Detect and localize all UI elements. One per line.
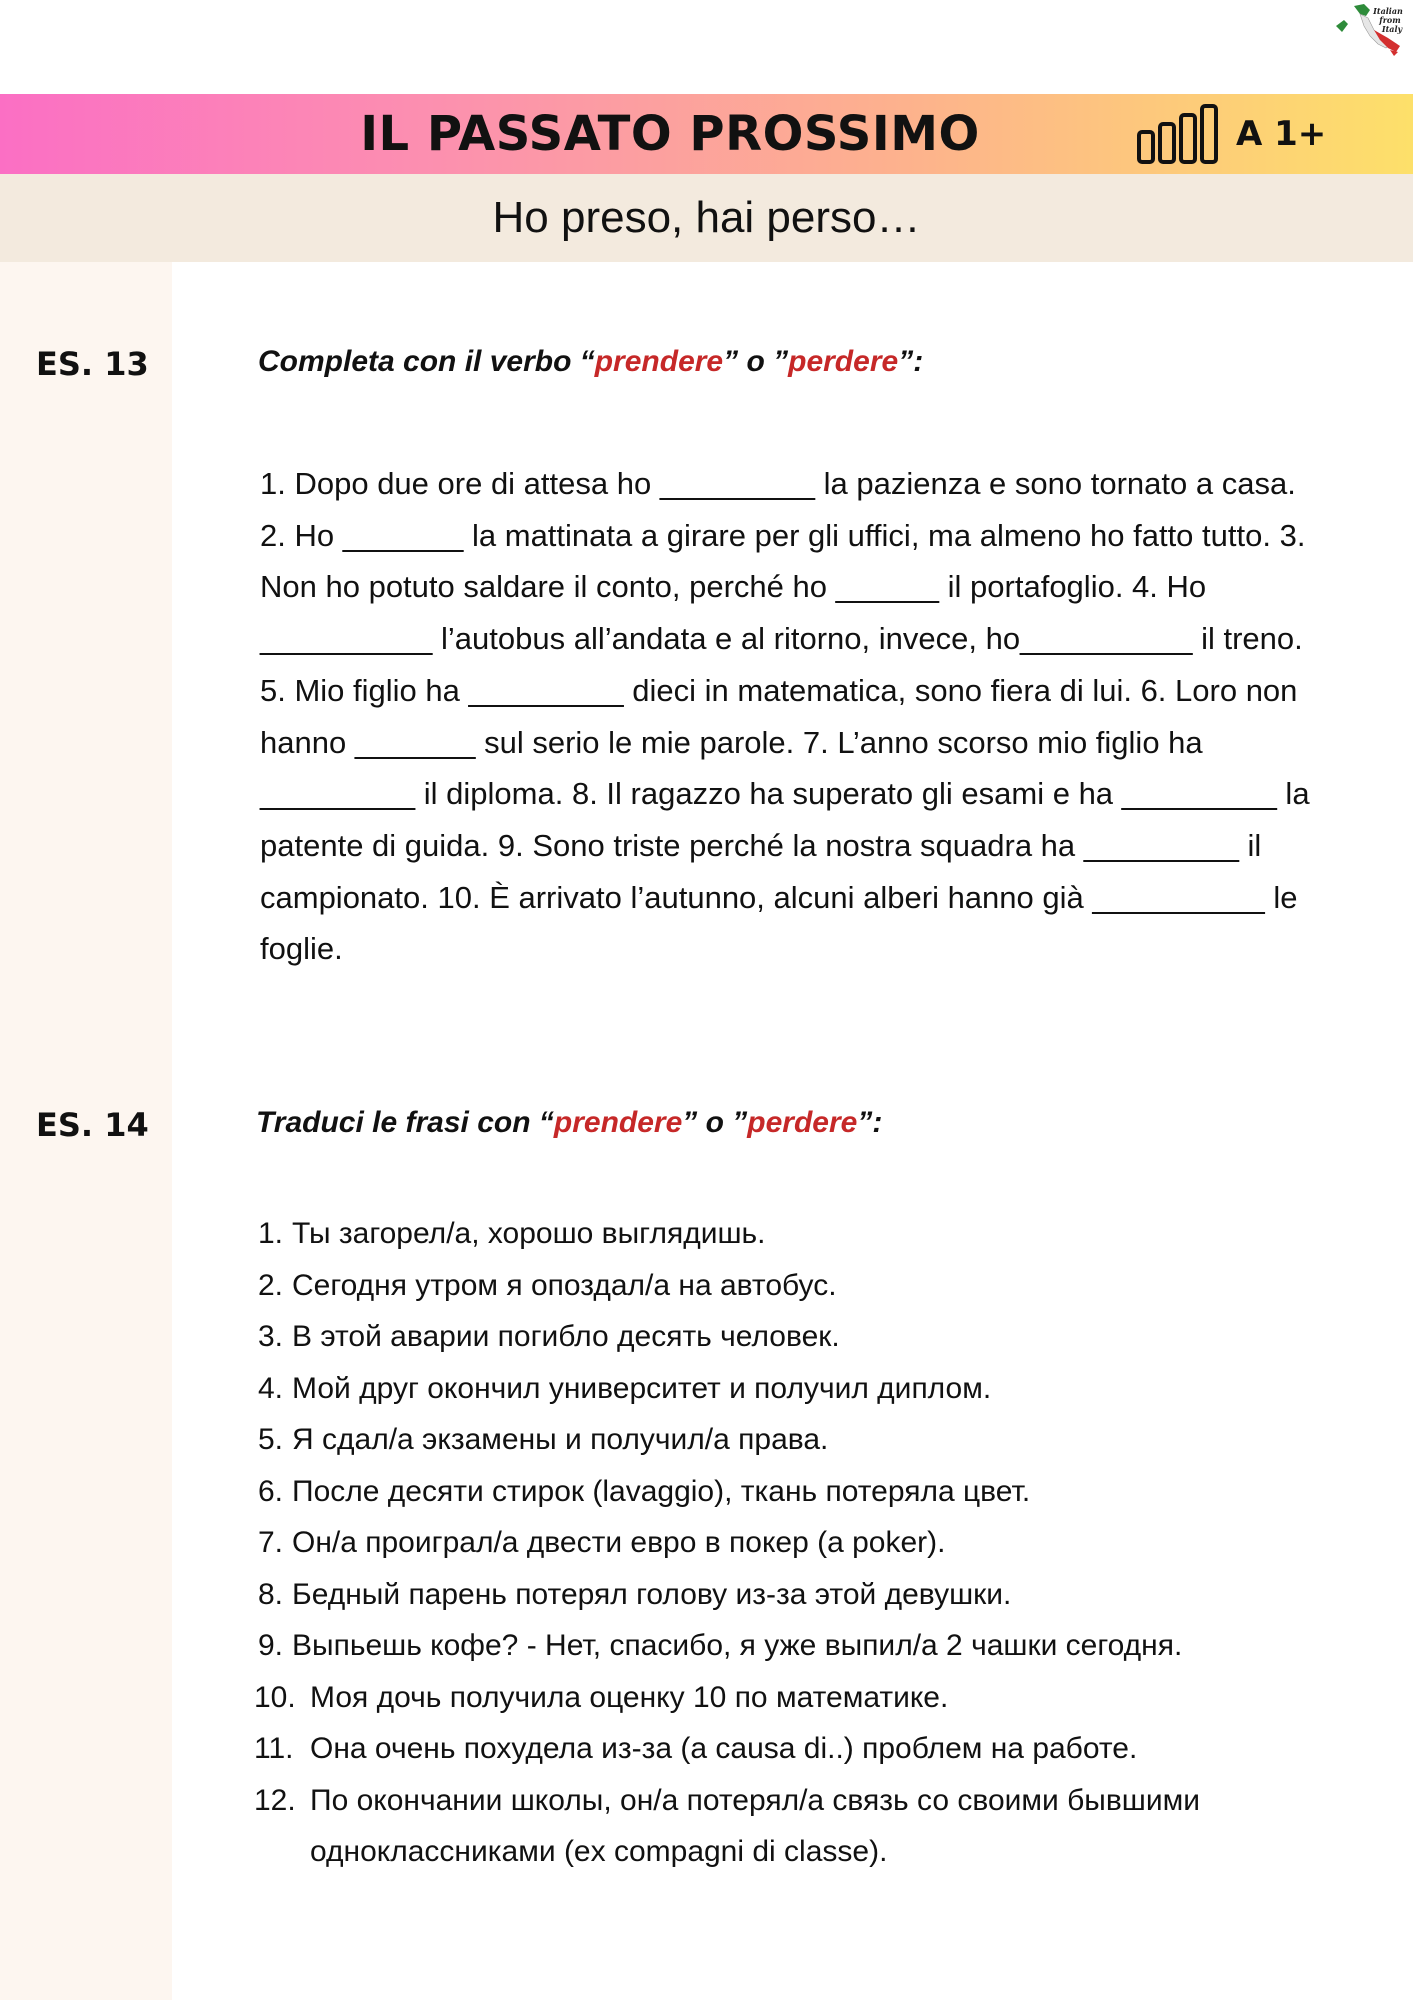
page-title: IL PASSATO PROSSIMO	[360, 106, 980, 162]
list-item	[254, 1723, 1368, 1775]
item-number: 10.	[254, 1680, 296, 1714]
item-number: 3.	[258, 1320, 284, 1353]
item-text: Моя дочь получила оценку 10 по математике.	[310, 1680, 949, 1714]
title-band	[0, 94, 1413, 174]
subtitle-band	[0, 174, 1413, 262]
list-item	[254, 1775, 1368, 1878]
level-badge: A 1+	[1236, 114, 1327, 154]
exercise-13-instruction	[258, 345, 923, 379]
item-number: 2.	[258, 1268, 284, 1302]
list-item	[258, 1466, 1368, 1518]
item-text: После десяти стирок (lavaggio), ткань потеряла цвет.	[292, 1474, 1031, 1508]
exercise-14-label: ES. 14	[36, 1106, 149, 1144]
list-item	[258, 1363, 1368, 1415]
instruction-text: Traduci le frasi con “	[256, 1106, 554, 1139]
item-text: По окончании школы, он/а потерял/а связь со своими бывшими одноклассниками (ex compagni di classe).	[310, 1783, 1200, 1868]
item-number: 4.	[258, 1371, 284, 1405]
list-item	[258, 1311, 1368, 1363]
instruction-text: ”:	[898, 345, 924, 378]
italy-map-logo	[1330, 2, 1410, 58]
item-text: Мой друг окончил университет и получил диплом.	[292, 1371, 992, 1405]
item-number: 11.	[254, 1732, 294, 1765]
item-text: Бедный парень потерял голову из-за этой девушки.	[292, 1577, 1012, 1611]
verb-prendere: prendere	[594, 345, 724, 378]
instruction-text: ” o ”	[682, 1106, 748, 1139]
logo-line-3: Italy	[1381, 24, 1403, 34]
list-item	[258, 1260, 1368, 1312]
verb-prendere: prendere	[553, 1106, 683, 1139]
item-text: Выпьешь кофе? - Нет, спасибо, я уже выпил/а 2 чашки сегодня.	[292, 1629, 1183, 1662]
item-number: 8.	[258, 1577, 284, 1611]
item-text: Ты загорел/а, хорошо выглядишь.	[292, 1217, 766, 1250]
instruction-text: ”:	[857, 1106, 883, 1139]
item-number: 7.	[258, 1526, 284, 1559]
item-text: В этой аварии погибло десять человек.	[292, 1320, 840, 1353]
item-text: Я сдал/а экзамены и получил/а права.	[292, 1423, 829, 1456]
item-number: 12.	[254, 1783, 296, 1817]
list-item	[258, 1208, 1368, 1260]
exercise-13-text: 1. Dopo due ore di attesa ho _________ la pazienza e sono tornato a casa. 2. Ho _______ la mattinata a girare per gli uffici, ma almeno ho fatto tutto. 3. Non ho potuto saldare il conto, perché ho ______ il portafoglio. 4. Ho __________ l’autobus all’andata e al ritorno, invece, ho__________ il treno. 5. Mio figlio ha _________ dieci in matematica, sono fiera di lui. 6. Loro non hanno _______ sul serio le mie parole. 7. L’anno scorso mio figlio ha _________ il diploma. 8. Il ragazzo ha superato gli esami e ha _________ la patente di guida. 9. Sono triste perché la nostra squadra ha _________ il campionato. 10. È arrivato l’autunno, alcuni alberi hanno già __________ le foglie.	[260, 466, 1310, 967]
list-item	[258, 1620, 1368, 1672]
item-number: 1.	[258, 1217, 284, 1250]
list-item	[258, 1569, 1368, 1621]
item-number: 5.	[258, 1423, 284, 1456]
exercise-14-list	[254, 1208, 1368, 1878]
logo-line-2: from	[1379, 15, 1401, 25]
item-number: 6.	[258, 1474, 284, 1508]
item-number: 9.	[258, 1629, 284, 1662]
list-item	[254, 1672, 1368, 1724]
level-bars-icon	[1136, 102, 1224, 166]
verb-perdere: perdere	[747, 1106, 858, 1139]
item-text: Сегодня утром я опоздал/а на автобус.	[292, 1268, 837, 1302]
instruction-text: Completa con il verbo “	[258, 345, 595, 378]
page-subtitle: Ho preso, hai perso…	[492, 193, 921, 242]
instruction-text: ” o ”	[723, 345, 789, 378]
item-text: Он/а проиграл/а двести евро в покер (a poker).	[292, 1526, 946, 1559]
exercise-13-label: ES. 13	[36, 345, 149, 383]
exercise-14-instruction	[256, 1106, 882, 1140]
item-text: Она очень похудела из-за (a causa di..) проблем на работе.	[310, 1732, 1138, 1765]
verb-perdere: perdere	[788, 345, 899, 378]
logo-line-1: Italian	[1373, 6, 1403, 16]
list-item	[258, 1414, 1368, 1466]
list-item	[258, 1517, 1368, 1569]
